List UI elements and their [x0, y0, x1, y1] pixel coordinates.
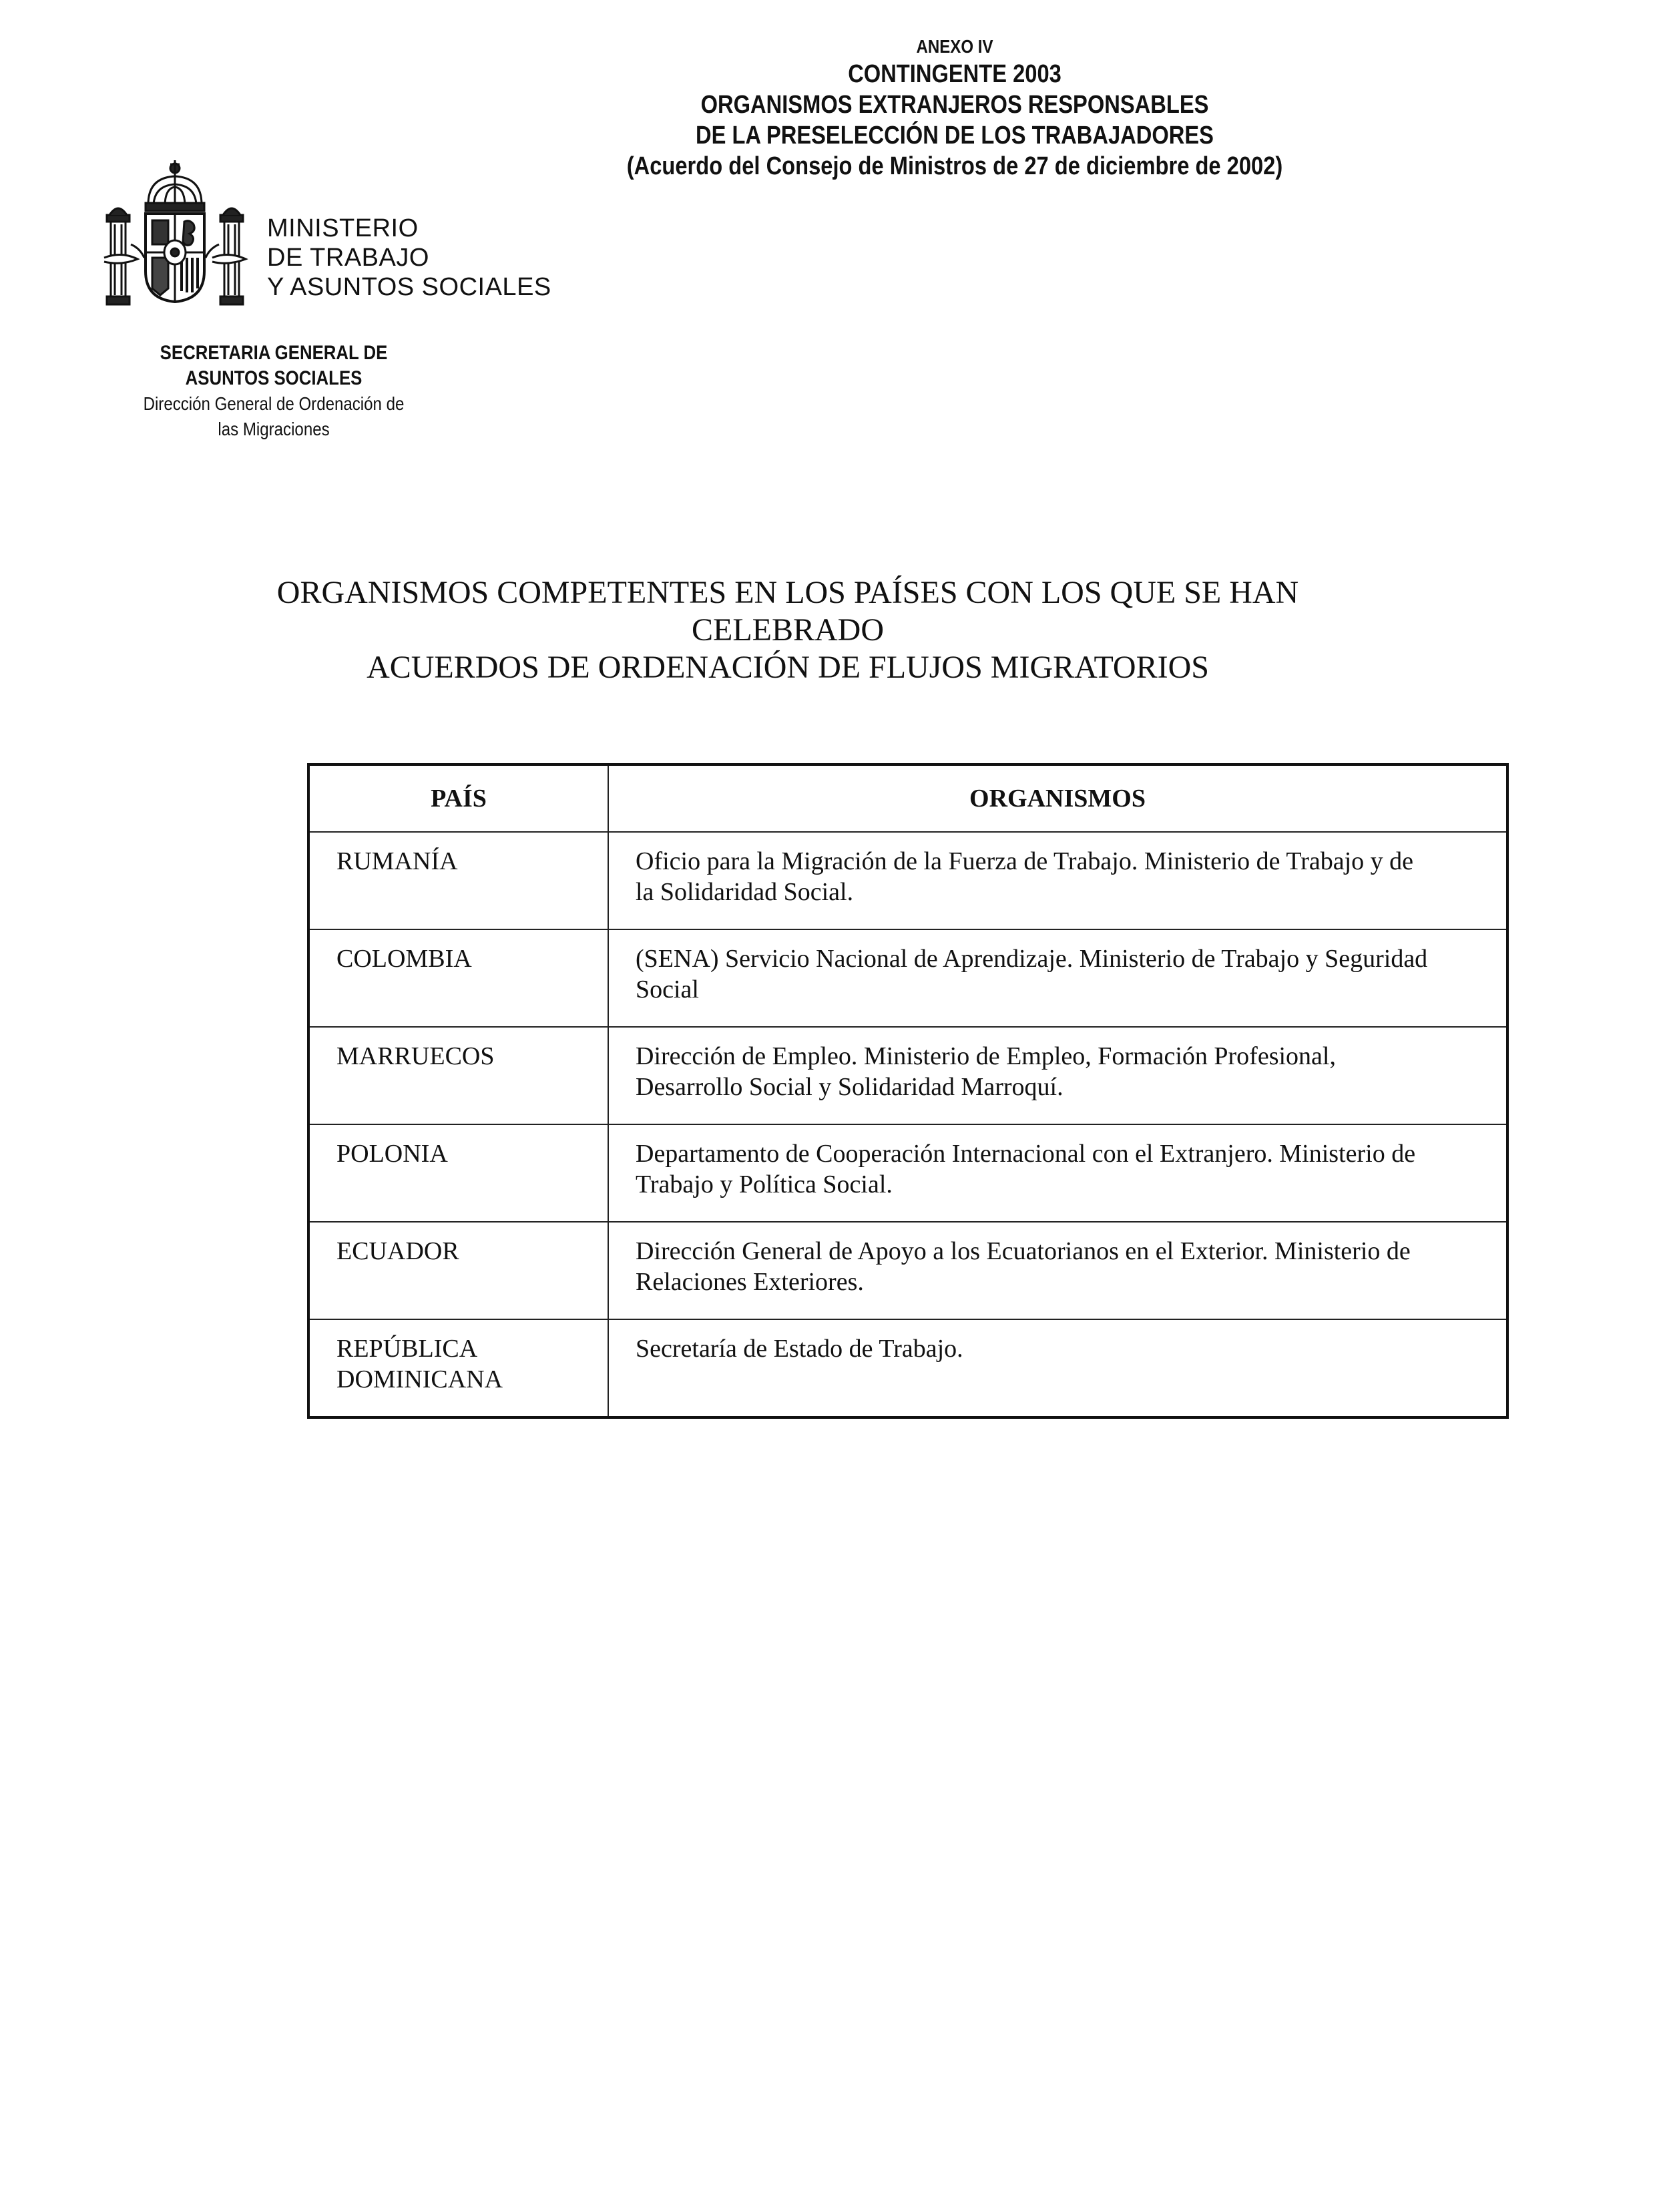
organisms-text-line: (SENA) Servicio Nacional de Aprendizaje. Ministerio de Trabajo y Seguridad — [636, 945, 1428, 973]
country-text: DOMINICANA — [336, 1365, 503, 1393]
country-cell — [308, 832, 608, 929]
country-cell — [308, 1222, 608, 1319]
country-cell — [308, 1319, 608, 1417]
organisms-cell — [608, 1319, 1507, 1417]
country-text: ECUADOR — [336, 1237, 459, 1265]
title-line-1: ORGANISMOS COMPETENTES EN LOS PAÍSES CON LOS QUE SE HAN CELEBRADO — [276, 575, 1299, 648]
organisms-text-line: Departamento de Cooperación Internacional con el Extranjero. Ministerio de — [636, 1140, 1416, 1168]
organisms-table — [307, 763, 1509, 1419]
table-row — [308, 1319, 1507, 1417]
country-cell — [308, 1027, 608, 1124]
secretariat-block — [124, 341, 423, 442]
secretariat-line-2: ASUNTOS SOCIALES — [185, 367, 363, 389]
ministry-line-1: MINISTERIO — [267, 214, 419, 242]
table-row — [308, 929, 1507, 1027]
secretariat-line-1: SECRETARIA GENERAL DE — [160, 342, 388, 364]
column-header-country: PAÍS — [308, 764, 608, 832]
organisms-text-line: Dirección de Empleo. Ministerio de Empleo, Formación Profesional, — [636, 1042, 1336, 1070]
organisms-text-line: la Solidaridad Social. — [636, 878, 854, 906]
table-row — [308, 832, 1507, 929]
country-text: MARRUECOS — [336, 1042, 495, 1070]
contingent-label: CONTINGENTE 2003 — [848, 60, 1061, 88]
organisms-text-line: Secretaría de Estado de Trabajo. — [636, 1335, 963, 1363]
coat-of-arms-icon — [101, 158, 248, 311]
header-line-4: (Acuerdo del Consejo de Ministros de 27 de diciembre de 2002) — [626, 152, 1283, 180]
country-cell — [308, 929, 608, 1027]
organisms-cell — [608, 1222, 1507, 1319]
secretariat-line-4: las Migraciones — [218, 419, 330, 439]
table-row — [308, 1124, 1507, 1222]
country-text: POLONIA — [336, 1140, 448, 1168]
organisms-text-line: Dirección General de Apoyo a los Ecuatorianos en el Exterior. Ministerio de — [636, 1237, 1411, 1265]
annex-header — [535, 35, 1374, 182]
table-row — [308, 1027, 1507, 1124]
organisms-text-line: Desarrollo Social y Solidaridad Marroquí. — [636, 1073, 1063, 1101]
organisms-text-line: Relaciones Exteriores. — [636, 1268, 864, 1296]
organisms-cell — [608, 1124, 1507, 1222]
ministry-name — [267, 214, 551, 302]
header-line-3: DE LA PRESELECCIÓN DE LOS TRABAJADORES — [696, 122, 1214, 150]
organisms-cell — [608, 1027, 1507, 1124]
organisms-cell — [608, 929, 1507, 1027]
title-line-2: ACUERDOS DE ORDENACIÓN DE FLUJOS MIGRATORIOS — [367, 650, 1209, 685]
country-text: REPÚBLICA — [336, 1335, 478, 1363]
country-text: RUMANÍA — [336, 847, 458, 875]
country-text: COLOMBIA — [336, 945, 472, 973]
annex-label: ANEXO IV — [916, 36, 993, 57]
ministry-line-2: DE TRABAJO — [267, 244, 429, 272]
table-header-row — [308, 764, 1507, 832]
header-line-2: ORGANISMOS EXTRANJEROS RESPONSABLES — [700, 91, 1209, 119]
secretariat-line-3: Dirección General de Ordenación de — [143, 393, 405, 414]
table-row — [308, 1222, 1507, 1319]
organisms-text-line: Social — [636, 975, 699, 1004]
organisms-text-line: Oficio para la Migración de la Fuerza de Trabajo. Ministerio de Trabajo y de — [636, 847, 1414, 875]
page-title — [267, 574, 1309, 686]
organisms-cell — [608, 832, 1507, 929]
column-header-organisms: ORGANISMOS — [608, 764, 1507, 832]
country-cell — [308, 1124, 608, 1222]
organisms-text-line: Trabajo y Política Social. — [636, 1170, 893, 1198]
ministry-line-3: Y ASUNTOS SOCIALES — [267, 273, 551, 301]
